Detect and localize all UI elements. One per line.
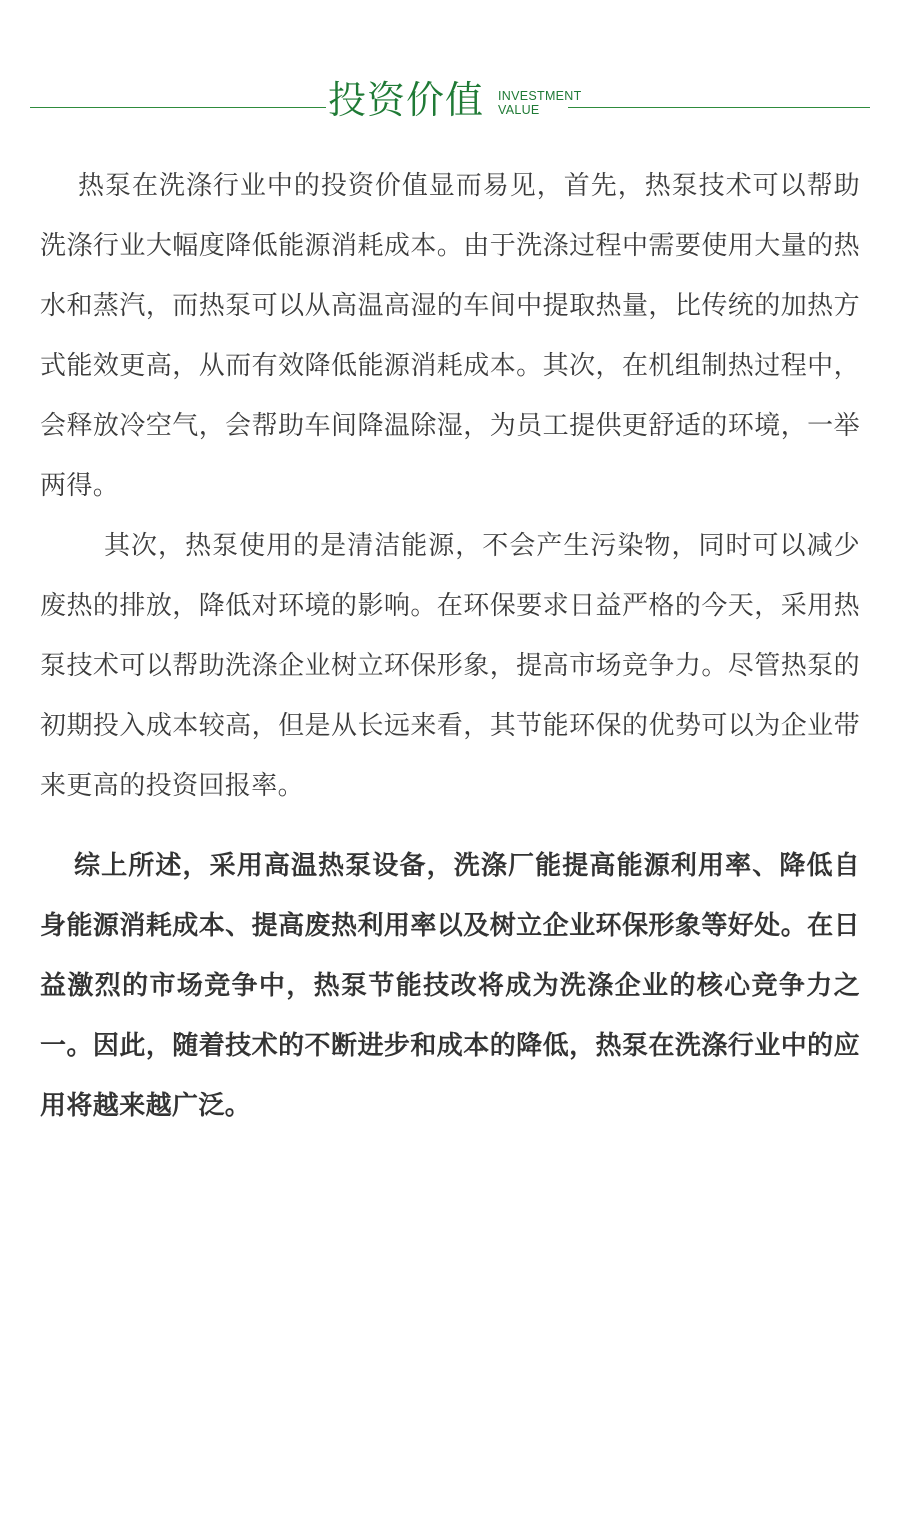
- paragraph-environment: 其次，热泵使用的是清洁能源，不会产生污染物，同时可以减少废热的排放，降低对环境的影响。在环保要求日益严格的今天，采用热泵技术可以帮助洗涤企业树立环保形象，提高市场竞争力。尽管热泵的初期投入成本较高，但是从长远来看，其节能环保的优势可以为企业带来更高的投资回报率。: [40, 531, 860, 801]
- section-title: 投资价值: [328, 78, 485, 122]
- paragraph-investment-savings: 热泵在洗涤行业中的投资价值显而易见，首先，热泵技术可以帮助洗涤行业大幅度降低能源消耗成本。由于洗涤过程中需要使用大量的热水和蒸汽，而热泵可以从高温高湿的车间中提取热量，比传统的加热方式能效更高，从而有效降低能源消耗成本。其次，在机组制热过程中，会释放冷空气，会帮助车间降温除湿，为员工提供更舒适的环境，一举两得。: [40, 171, 860, 501]
- header-divider-right: [568, 107, 870, 108]
- section-header: [0, 66, 900, 146]
- subtitle-line-1: INVESTMENT: [498, 89, 582, 103]
- subtitle-line-2: VALUE: [498, 103, 540, 117]
- article-body: [40, 156, 860, 1136]
- section-subtitle-en: [498, 89, 582, 117]
- paragraph-summary: 综上所述，采用高温热泵设备，洗涤厂能提高能源利用率、降低自身能源消耗成本、提高废热利用率以及树立企业环保形象等好处。在日益激烈的市场竞争中，热泵节能技改将成为洗涤企业的核心竞争力之一。因此，随着技术的不断进步和成本的降低，热泵在洗涤行业中的应用将越来越广泛。: [40, 851, 860, 1121]
- header-divider-left: [30, 107, 326, 108]
